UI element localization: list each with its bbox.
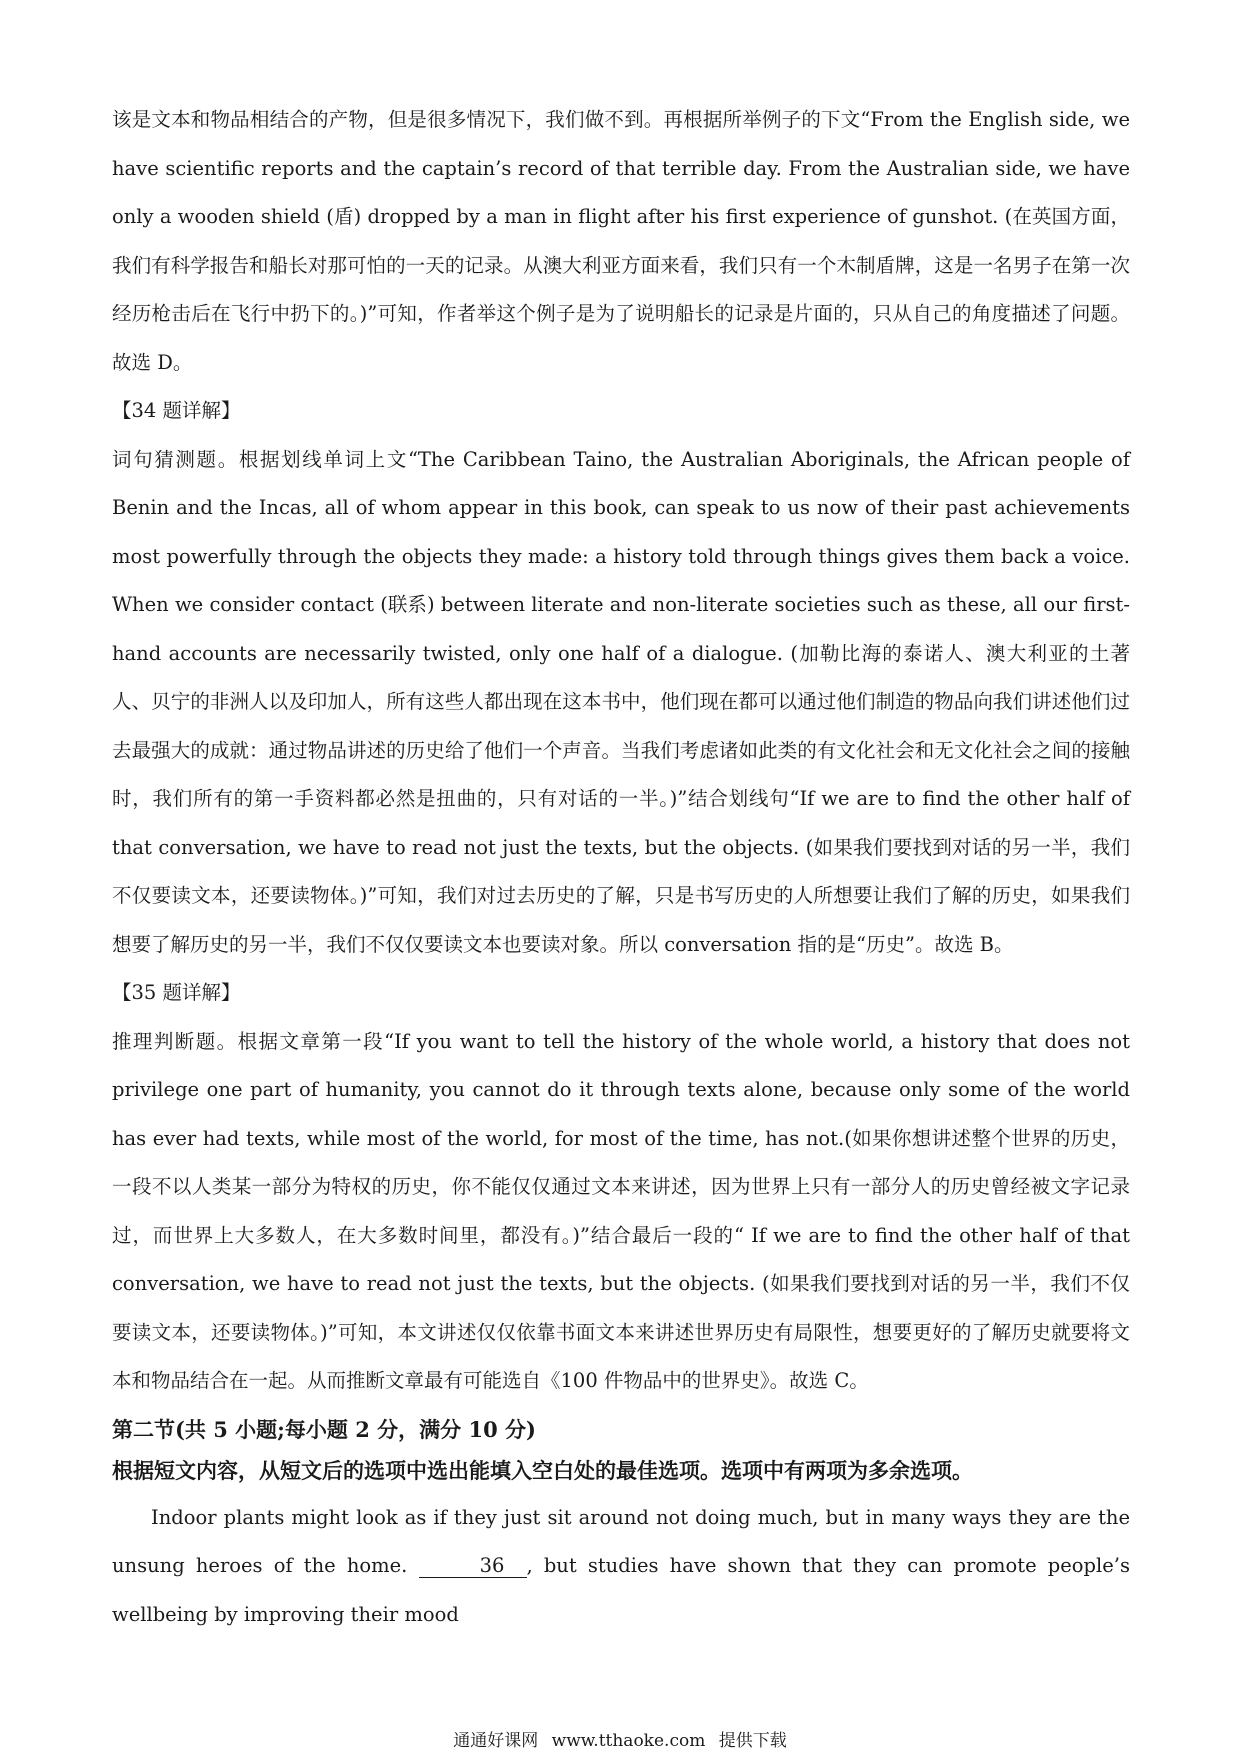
footer-suffix: 提供下载 [718,1731,787,1751]
reading-passage [112,1494,1130,1640]
section2-instructions: 根据短文内容，从短文后的选项中选出能填入空白处的最佳选项。选项中有两项为多余选项。 [112,1457,973,1483]
document-page [112,96,1130,1639]
passage-text-before: Indoor plants might look as if they just sit around not doing much, but in many ways they are the unsung heroes of the home. [112,1505,1130,1577]
q34-explanation: 词句猜测题。根据划线单词上文“The Caribbean Taino, the Australian Aboriginals, the African people of Benin and the Incas, all of whom appear in this book, can speak to us now of their past achievements most powerfully through the objects they made: a history told through things gives them back a voice. When we consider contact (联系) between literate and non-literate societies such as these, all our first-hand accounts are necessarily twisted, only one half of a dialogue. (加勒比海的泰诺人、澳大利亚的土著人、贝宁的非洲人以及印加人，所有这些人都出现在这本书中，他们现在都可以通过他们制造的物品向我们讲述他们过去最强大的成就：通过物品讲述的历史给了他们一个声音。当我们考虑诸如此类的有文化社会和无文化社会之间的接触时，我们所有的第一手资料都必然是扭曲的，只有对话的一半。)”结合划线句“If we are to find the other half of that conversation, we have to read not just the texts, but the objects. (如果我们要找到对话的另一半，我们不仅要读文本，还要读物体。)”可知，我们对过去历史的了解，只是书写历史的人所想要让我们了解的历史，如果我们想要了解历史的另一半，我们不仅仅要读文本也要读对象。所以 conversation 指的是“历史”。故选 B。 [112,447,1130,956]
q33-explanation-tail: 该是文本和物品相结合的产物，但是很多情况下，我们做不到。再根据所举例子的下文“From the English side, we have scientific reports and the captain’s record of that terrible day. From the Australian side, we have only a wooden shield (盾) dropped by a man in flight after his first experience of gunshot. (在英国方面，我们有科学报告和船长对那可怕的一天的记录。从澳大利亚方面来看，我们只有一个木制盾牌，这是一名男子在第一次经历枪击后在飞行中扔下的。)”可知，作者举这个例子是为了说明船长的记录是片面的，只从自己的角度描述了问题。故选 D。 [112,108,1130,374]
q35-explanation: 推理判断题。根据文章第一段“If you want to tell the history of the whole world, a history that does not privilege one part of humanity, you cannot do it through texts alone, because only some of the world has ever had texts, while most of the world, for most of the time, has not.(如果你想讲述整个世界的历史，一段不以人类某一部分为特权的历史，你不能仅仅通过文本来讲述，因为世界上只有一部分人的历史曾经被文字记录过，而世界上大多数人，在大多数时间里，都没有。)”结合最后一段的“ If we are to find the other half of that conversation, we have to read not just the texts, but the objects. (如果我们要找到对话的另一半，我们不仅要读文本，还要读物体。)”可知，本文讲述仅仅依靠书面文本来讲述世界历史有局限性，想要更好的了解历史就要将文本和物品结合在一起。从而推断文章最有可能选自《100 件物品中的世界史》。故选 C。 [112,1029,1130,1392]
blank-36: 36 [419,1555,527,1578]
section2-title: 第二节(共 5 小题;每小题 2 分，满分 10 分) [112,1416,536,1442]
passage-text-after: , but studies have shown that they can promote people’s wellbeing by improving their mood [112,1554,1130,1626]
page-footer [0,1726,1240,1751]
footer-url[interactable]: www.tthaoke.com [551,1731,706,1751]
q34-heading: 【34 题详解】 [112,399,241,422]
footer-site-name: 通通好课网 [453,1731,539,1751]
q35-heading: 【35 题详解】 [112,981,241,1004]
